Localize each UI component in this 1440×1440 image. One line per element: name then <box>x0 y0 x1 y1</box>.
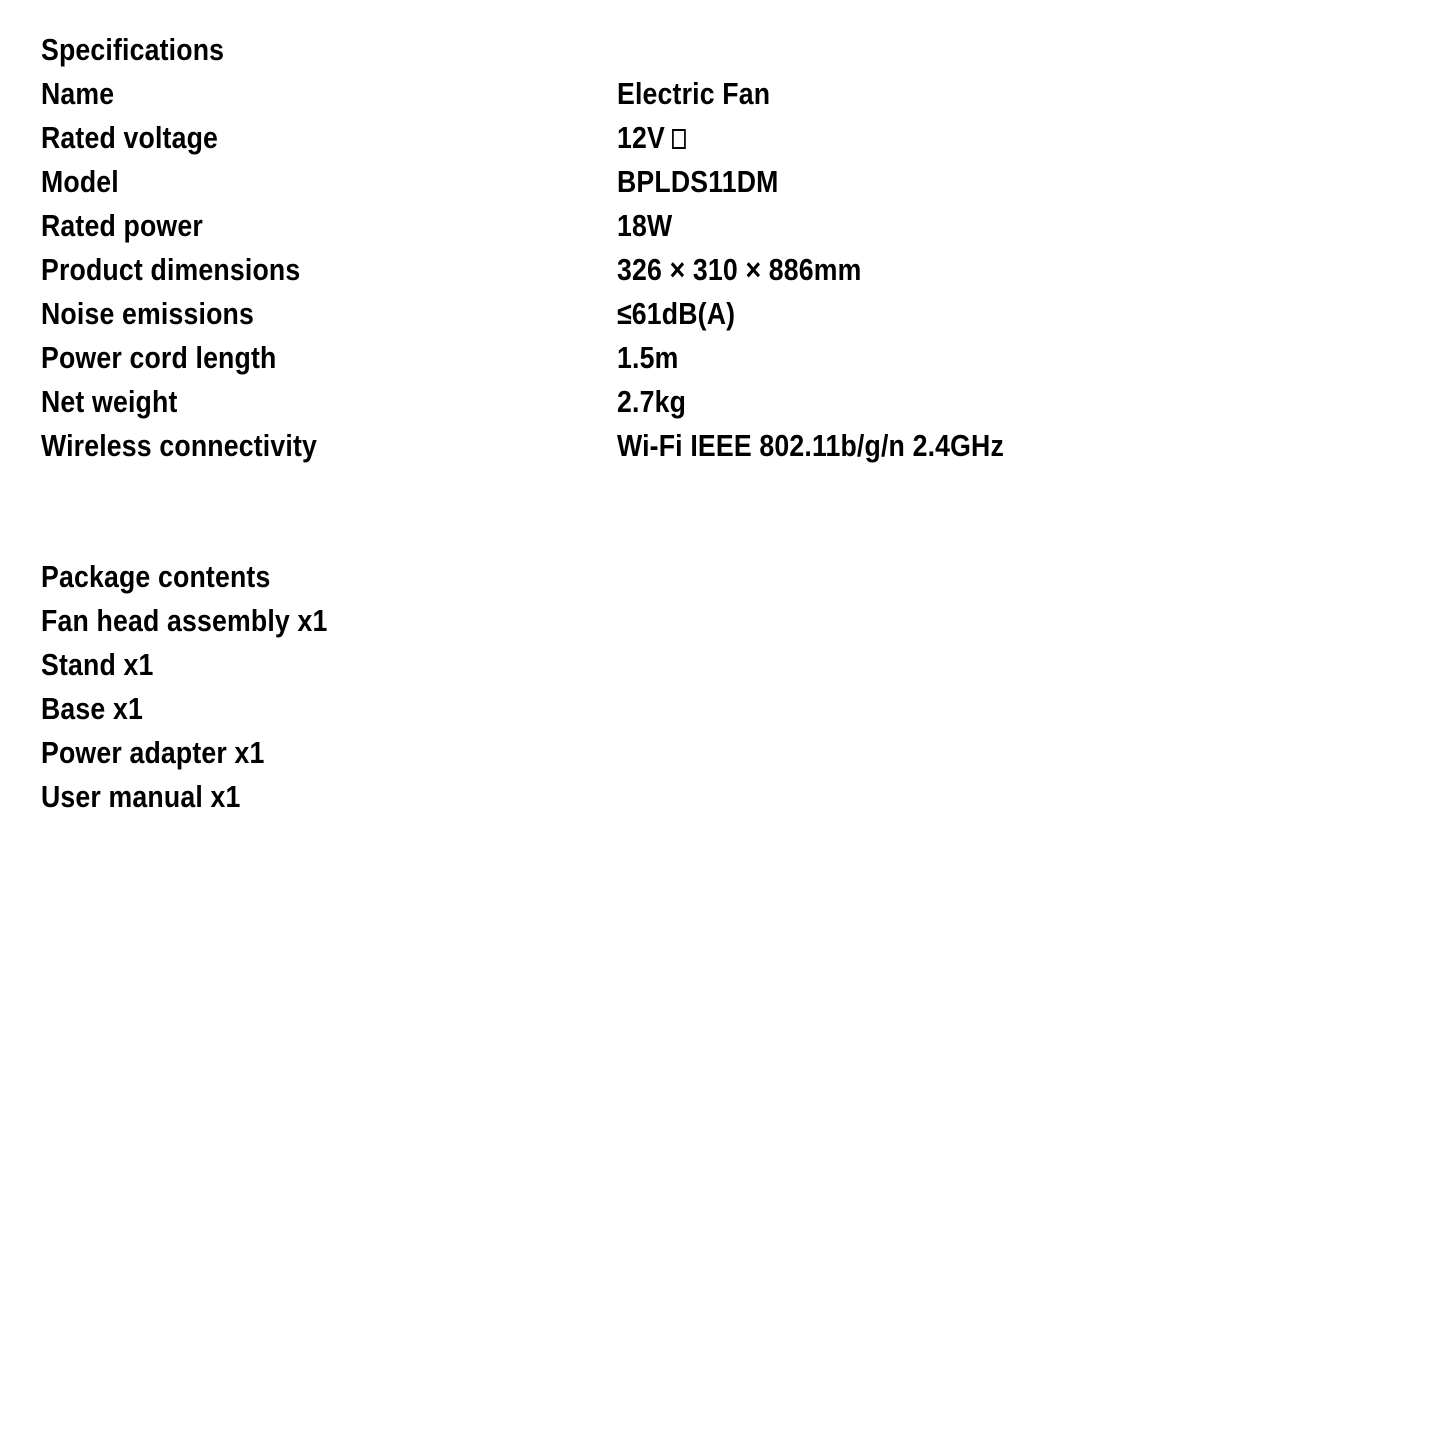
spec-label: Model <box>41 164 119 199</box>
spec-row-rated-voltage <box>41 116 1401 160</box>
list-item: Base x1 <box>41 691 144 726</box>
spec-label: Product dimensions <box>41 252 301 287</box>
package-contents-list <box>41 599 1401 819</box>
list-item: User manual x1 <box>41 779 241 814</box>
specifications-heading: Specifications <box>41 32 225 67</box>
spec-row-product-dimensions <box>41 248 1401 292</box>
document-page <box>41 28 1401 819</box>
spec-value: 326 × 310 × 886mm <box>617 252 862 287</box>
spec-value: BPLDS11DM <box>617 164 779 199</box>
spec-value: Electric Fan <box>617 76 771 111</box>
spec-label: Noise emissions <box>41 296 254 331</box>
spec-label: Name <box>41 76 115 111</box>
spec-row-noise-emissions <box>41 292 1401 336</box>
spec-value: 18W <box>617 208 673 243</box>
list-item: Power adapter x1 <box>41 735 265 770</box>
spec-label: Rated voltage <box>41 120 219 155</box>
spec-row-rated-power <box>41 204 1401 248</box>
section-spacer <box>41 468 1401 555</box>
list-item: Stand x1 <box>41 647 154 682</box>
spec-row-power-cord-length <box>41 336 1401 380</box>
spec-row-wireless-connectivity <box>41 424 1401 468</box>
spec-value: 2.7kg <box>617 384 687 419</box>
spec-value: ≤61dB(A) <box>617 296 736 331</box>
spec-value: Wi-Fi IEEE 802.11b/g/n 2.4GHz <box>617 428 1004 463</box>
list-item: Fan head assembly x1 <box>41 603 328 638</box>
spec-value-rated-voltage <box>617 116 686 160</box>
missing-glyph-box-icon <box>672 129 686 149</box>
spec-label: Wireless connectivity <box>41 428 318 463</box>
spec-row-name <box>41 72 1401 116</box>
package-contents-heading: Package contents <box>41 559 271 594</box>
spec-value: 1.5m <box>617 340 679 375</box>
spec-row-net-weight <box>41 380 1401 424</box>
specifications-table <box>41 72 1401 468</box>
spec-label: Net weight <box>41 384 178 419</box>
spec-value: 12V <box>617 120 665 155</box>
spec-label: Rated power <box>41 208 203 243</box>
spec-row-model <box>41 160 1401 204</box>
spec-label: Power cord length <box>41 340 277 375</box>
